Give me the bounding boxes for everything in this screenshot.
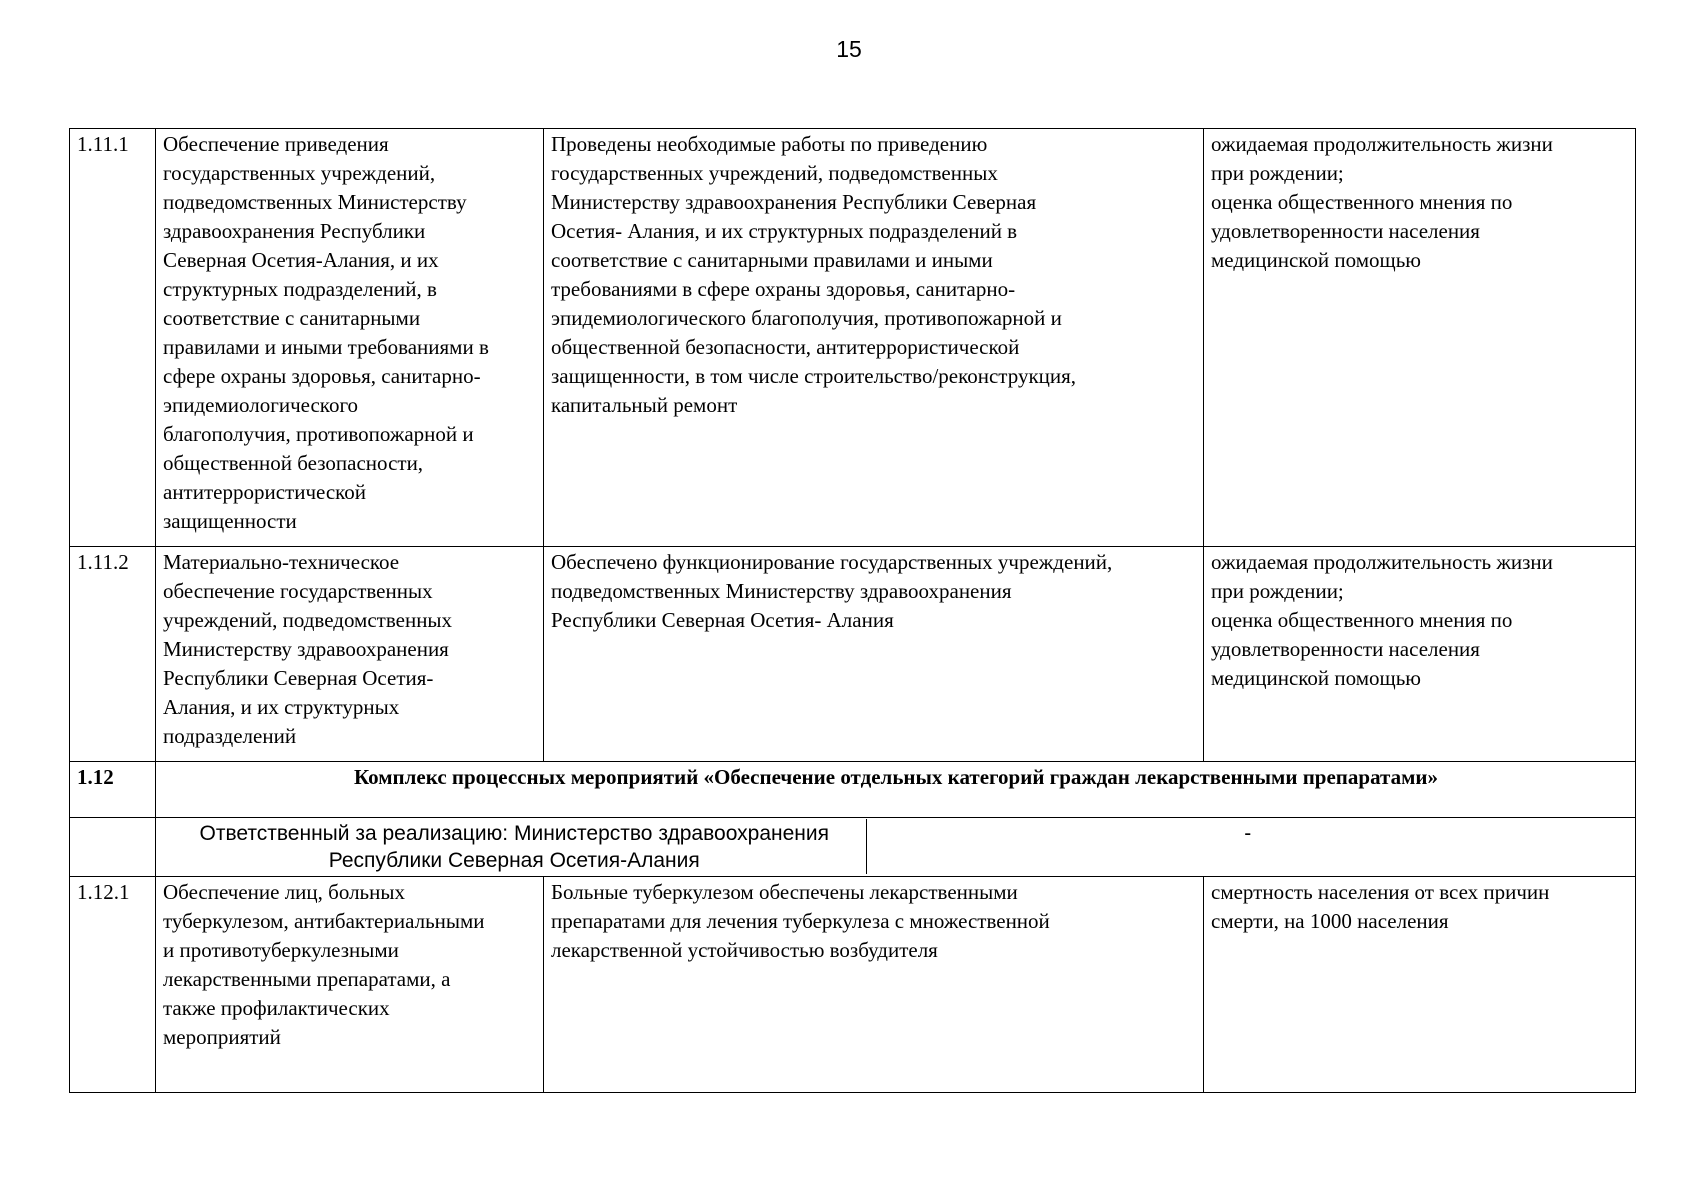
section-title: Комплекс процессных мероприятий «Обеспечение отдельных категорий граждан лекарственными препаратами» — [156, 762, 1636, 818]
task-cell: Материально-техническое обеспечение государственных учреждений, подведомственных Министерству здравоохранения Республики Северная Осетия- Алания, и их структурных подразделений — [156, 547, 544, 762]
table-row — [70, 547, 1636, 762]
task-cell: Обеспечение приведения государственных учреждений, подведомственных Министерству здравоохранения Республики Северная Осетия-Алания, и их структурных подразделений, в соответствие с санитарными правилами и иными требованиями в сфере охраны здоровья, санитарно- эпидемиологического благополучия, противопожарной и общественной безопасности, антитеррористической защищенности — [156, 129, 544, 547]
indicators-cell: ожидаемая продолжительность жизни при рождении; оценка общественного мнения по удовлетворенности населения медицинской помощью — [1204, 129, 1636, 547]
row-number: 1.11.1 — [70, 129, 156, 547]
measures-table — [69, 128, 1636, 1093]
section-heading-row — [70, 762, 1636, 818]
indicators-cell: смертность населения от всех причин смерти, на 1000 населения — [1204, 877, 1636, 1093]
row-number: 1.12.1 — [70, 877, 156, 1093]
table-row — [70, 129, 1636, 547]
result-cell: Обеспечено функционирование государственных учреждений, подведомственных Министерству здравоохранения Республики Северная Осетия- Алания — [544, 547, 1204, 762]
responsible-row — [70, 818, 1636, 877]
result-cell: Проведены необходимые работы по приведению государственных учреждений, подведомственных Министерству здравоохранения Республики Северная Осетия- Алания, и их структурных подразделений в соответствие с санитарными правилами и иными требованиями в сфере охраны здоровья, санитарно- эпидемиологического благополучия, противопожарной и общественной безопасности, антитеррористической защищенности, в том числе строительство/реконструкция, капитальный ремонт — [544, 129, 1204, 547]
responsible-cell — [156, 818, 1636, 877]
table-row — [70, 877, 1636, 1093]
responsible-label: Ответственный за реализацию: Министерство здравоохранения Республики Северная Осетия-Алания — [163, 819, 866, 874]
responsible-value: - — [1244, 822, 1252, 845]
row-number: 1.11.2 — [70, 547, 156, 762]
empty-cell — [70, 818, 156, 877]
task-cell: Обеспечение лиц, больных туберкулезом, антибактериальными и противотуберкулезными лекарственными препаратами, а также профилактических мероприятий — [156, 877, 544, 1093]
result-cell: Больные туберкулезом обеспечены лекарственными препаратами для лечения туберкулеза с множественной лекарственной устойчивостью возбудителя — [544, 877, 1204, 1093]
page-number: 15 — [836, 36, 862, 62]
section-number: 1.12 — [70, 762, 156, 818]
indicators-cell: ожидаемая продолжительность жизни при рождении; оценка общественного мнения по удовлетворенности населения медицинской помощью — [1204, 547, 1636, 762]
